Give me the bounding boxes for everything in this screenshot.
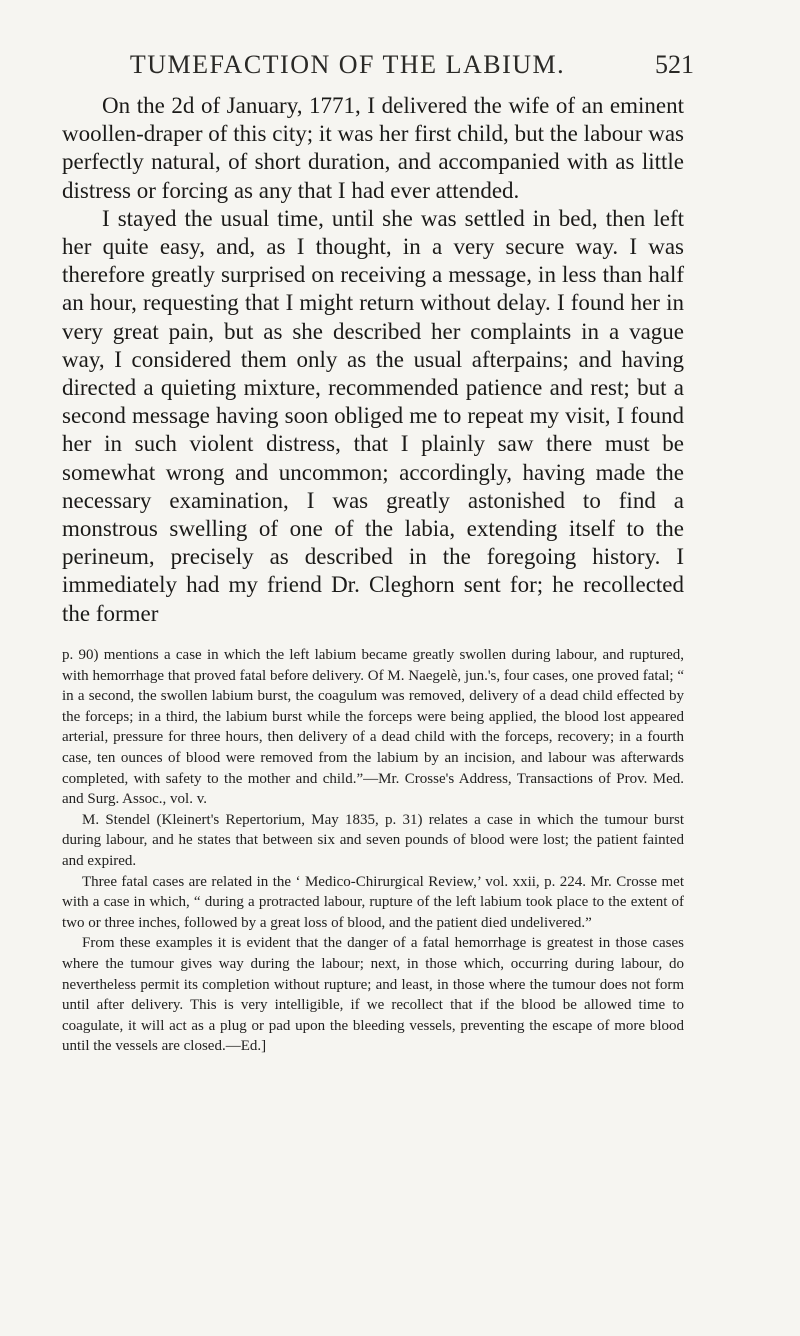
running-title: TUMEFACTION OF THE LABIUM. — [129, 50, 566, 79]
footnote-paragraph: p. 90) mentions a case in which the left labium became greatly swollen during labour, and ruptured, with hemorrhage that proved fatal before delivery. Of M. Naegelè, jun.'s, four cases, one proved fatal; “ in a second, the swollen labium burst, the coagulum was removed, delivery of a dead child effected by the forceps; in a third, the labium burst while the forceps were being applied, the blood lost appeared arterial, pressure for three hours, then delivery of a dead child with the forceps, recovery; in a fourth case, ten ounces of blood were removed from the labium by an incision, and labour was afterwards completed, with safety to the mother and child.”—Mr. Crosse's Address, Transactions of Prov. Med. and Surg. Assoc., vol. v. — [62, 647, 684, 808]
page-header — [40, 50, 694, 90]
footnote-paragraph: From these examples it is evident that the danger of a fatal hemorrhage is greatest in those cases where the tumour gives way during the labour; next, in those which, occurring during labour, do nevertheless permit its completion without rupture; and least, in those where the tumour does not form until after delivery. This is very intelligible, if we recollect that if the blood be allowed time to coagulate, it will act as a plug or pad upon the bleeding vessels, preventing the escape of more blood until the vessels are closed.—Ed.] — [62, 935, 684, 1055]
main-text — [62, 92, 684, 628]
body-paragraph: I stayed the usual time, until she was settled in bed, then left her quite easy, and, as I thought, in a very secure way. I was therefore greatly surprised on receiving a message, in less than half an hour, requesting that I might return without delay. I found her in very great pain, but as she described her complaints in a vague way, I considered them only as the usual afterpains; and having directed a quieting mixture, recommended patience and rest; but a second message having soon obliged me to repeat my visit, I found her in such violent distress, that I plainly saw there must be somewhat wrong and uncommon; accordingly, having made the necessary examination, I was greatly astonished to find a monstrous swelling of one of the labia, extending itself to the perineum, precisely as described in the foregoing history. I immediately had my friend Dr. Cleghorn sent for; he recollected the former — [62, 205, 684, 626]
book-page — [40, 0, 760, 1336]
footnote-paragraph: M. Stendel (Kleinert's Repertorium, May 1835, p. 31) relates a case in which the tumour burst during labour, and he states that between six and seven pounds of blood were lost; the patient fainted and expired. — [62, 811, 684, 869]
page-number: 521 — [655, 50, 694, 79]
footnote-paragraph: Three fatal cases are related in the ‘ Medico-Chirurgical Review,’ vol. xxii, p. 224. Mr. Crosse met with a case in which, “ during a protracted labour, rupture of the left labium took place to the extent of two or three inches, followed by a great loss of blood, and the patient died undelivered.” — [62, 873, 684, 931]
footnote — [62, 645, 684, 1057]
body-paragraph: On the 2d of January, 1771, I delivered the wife of an eminent woollen-draper of this city; it was her first child, but the labour was perfectly natural, of short duration, and accompanied with as little distress or forcing as any that I had ever attended. — [62, 93, 684, 203]
